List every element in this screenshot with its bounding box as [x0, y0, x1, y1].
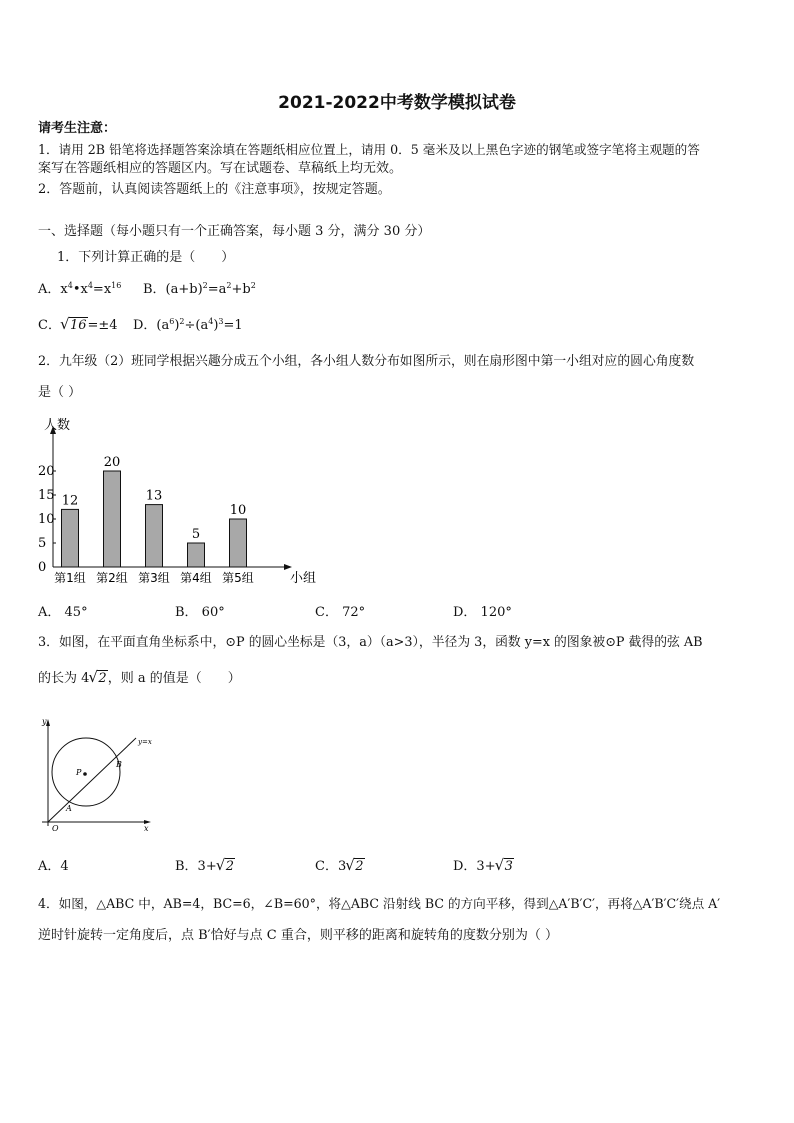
y-tick-label: 15	[38, 488, 55, 503]
q2-option-b[interactable]: B． 60°	[175, 605, 225, 620]
bar-第1组	[62, 509, 79, 567]
category-label: 第1组	[54, 571, 86, 585]
circle-p	[52, 738, 120, 806]
q2-option-c[interactable]: C． 72°	[315, 605, 366, 620]
category-label: 第3组	[138, 571, 170, 585]
question-1-stem: 1．下列计算正确的是（ ）	[57, 250, 235, 265]
fig-b-label: B	[116, 760, 122, 769]
y-tick-label: 5	[38, 536, 47, 551]
fig-line-label: y=x	[138, 738, 152, 746]
category-label: 第2组	[96, 571, 128, 585]
page-title: 2021-2022中考数学模拟试卷	[278, 93, 516, 113]
question-4-line-1: 4．如图，△ABC 中，AB=4，BC=6，∠B=60°，将△ABC 沿射线 BC 的方向平移，得到△A′B′C′，再将△A′B′C′绕点 A′	[38, 896, 721, 911]
q2-option-a[interactable]: A． 45°	[38, 605, 88, 620]
chart-axes	[50, 426, 292, 570]
fig-a-label: A	[66, 804, 72, 813]
section-heading: 一、选择题（每小题只有一个正确答案，每小题 3 分，满分 30 分）	[38, 224, 431, 239]
center-point-p	[83, 772, 87, 776]
y-tick-label: 0	[38, 560, 47, 575]
bar-第2组	[104, 471, 121, 567]
fig-y-label: y	[42, 717, 47, 726]
q1-option-a[interactable]: A．$x^4•x^4=x^{16}$	[38, 281, 122, 297]
fig-origin-label: O	[52, 824, 59, 833]
bar-value-label: 20	[103, 455, 121, 470]
figure-y-axis-arrow	[46, 719, 50, 726]
circle-figure	[34, 714, 164, 836]
category-label: 第5组	[222, 571, 254, 585]
q3-option-d[interactable]: D．3+√ 3	[453, 858, 514, 876]
question-2-stem-line-1: 2．九年级（2）班同学根据兴趣分成五个小组，各小组人数分布如图所示，则在扇形图中第一小组对应的圆心角度数	[38, 354, 695, 369]
q3-option-b[interactable]: B．3+√ 2	[175, 858, 235, 876]
q3-option-a[interactable]: A．4	[38, 859, 69, 874]
notice-line-2: 2．答题前，认真阅读答题纸上的《注意事项》，按规定答题。	[38, 182, 391, 197]
bar-第3组	[146, 505, 163, 567]
y-tick-label: 10	[38, 512, 55, 527]
y-axis-label: 人数	[44, 418, 71, 433]
q3-option-c[interactable]: C．3√ 2	[315, 858, 365, 876]
q1-option-b[interactable]: B．$(a+b)^2=a^2+b^2$	[143, 281, 256, 297]
fig-p-label: P	[76, 768, 82, 777]
question-4-line-2: 逆时针旋转一定角度后，点 B′恰好与点 C 重合，则平移的距离和旋转角的度数分别为（ ）	[38, 928, 558, 943]
x-axis-arrow	[284, 564, 292, 570]
notice-heading: 请考生注意：	[38, 121, 117, 136]
bar-value-label: 13	[145, 488, 163, 504]
x-axis-label: 小组	[290, 571, 317, 586]
bar-value-label: 5	[191, 527, 201, 542]
bar-chart	[34, 412, 334, 592]
q1-option-d[interactable]: D．$(a^6)^2\div(a^4)^3=1$	[133, 317, 243, 333]
fig-x-label: x	[144, 824, 149, 833]
category-label: 第4组	[180, 571, 212, 585]
q2-option-d[interactable]: D． 120°	[453, 605, 512, 620]
bar-series	[54, 455, 254, 585]
question-3-stem-line-2: 的长为 4√ 2，则 a 的值是（ ）	[38, 670, 241, 688]
bar-第4组	[188, 543, 205, 567]
y-tick-label: 20	[38, 464, 55, 479]
notice-line-1a: 1．请用 2B 铅笔将选择题答案涂填在答题纸相应位置上，请用 0．5 毫米及以上黑色字迹的钢笔或签字笔将主观题的答	[38, 142, 700, 157]
q1-option-c[interactable]: C．√ 16=±4	[38, 317, 118, 335]
question-2-stem-line-2: 是（ ）	[38, 385, 82, 400]
line-y-equals-x	[48, 738, 136, 822]
bar-value-label: 10	[229, 503, 247, 518]
notice-line-1b: 案写在答题纸相应的答题区内。写在试题卷、草稿纸上均无效。	[38, 161, 403, 176]
bar-第5组	[230, 519, 247, 567]
question-3-stem-line-1: 3．如图，在平面直角坐标系中，⊙P 的圆心坐标是（3，a）（a>3），半径为 3，函数 y=x 的图象被⊙P 截得的弦 AB	[38, 635, 703, 650]
bar-value-label: 12	[61, 493, 79, 509]
